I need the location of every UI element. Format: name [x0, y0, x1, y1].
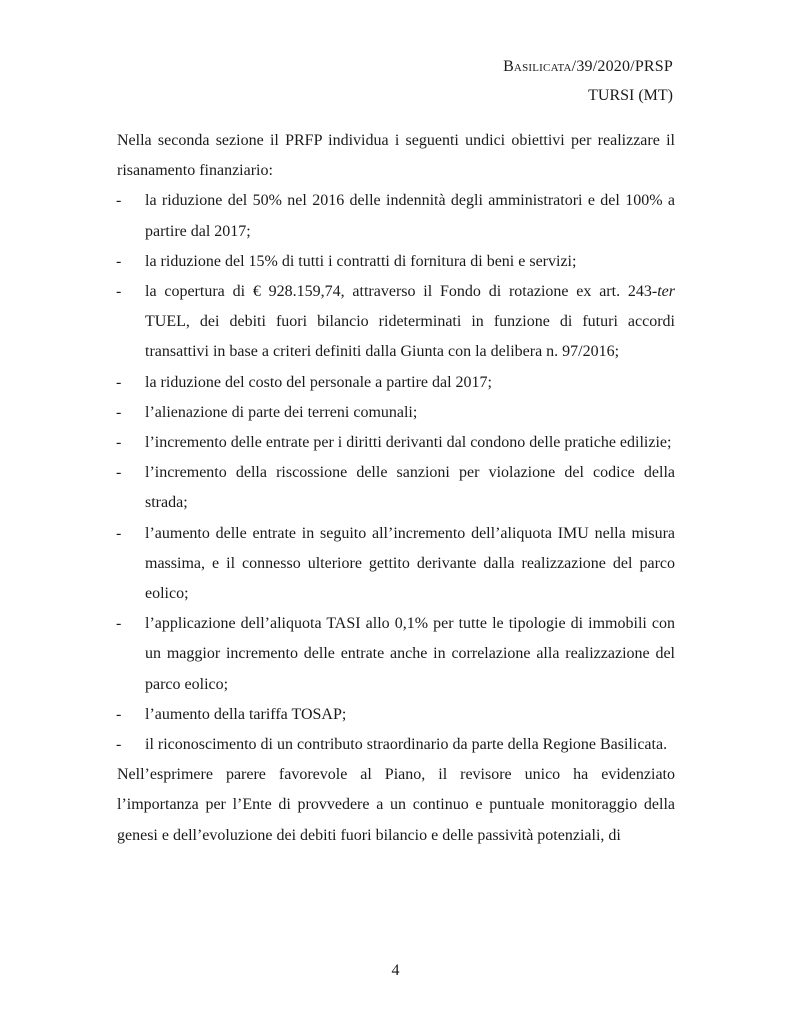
document-reference: Basilicata/39/2020/PRSP	[503, 58, 673, 75]
list-bullet: -	[116, 615, 122, 633]
list-item	[117, 398, 675, 428]
list-item-text: l’applicazione dell’aliquota TASI allo 0,1% per tutte le tipologie di immobili con un maggior incremento delle entrate anche in correlazione alla realizzazione del parco eolico;	[145, 615, 675, 693]
list-bullet: -	[116, 524, 122, 542]
intro-paragraph: Nella seconda sezione il PRFP individua i seguenti undici obiettivi per realizzare il risanamento finanziario:	[117, 132, 675, 180]
page-header	[503, 52, 673, 110]
list-item-text: l’incremento delle entrate per i diritti derivanti dal condono delle pratiche edilizie;	[145, 434, 672, 452]
list-item-text: la riduzione del 15% di tutti i contratti di fornitura di beni e servizi;	[145, 252, 577, 270]
list-item	[117, 730, 675, 760]
list-item-text: la riduzione del costo del personale a partire dal 2017;	[145, 373, 492, 391]
objectives-list	[117, 186, 675, 760]
list-bullet: -	[116, 736, 122, 754]
list-item-text: l’alienazione di parte dei terreni comunali;	[145, 403, 418, 421]
list-bullet: -	[116, 252, 122, 270]
list-bullet: -	[116, 705, 122, 723]
list-item	[117, 458, 675, 518]
list-bullet: -	[116, 192, 122, 210]
list-item-text: la copertura di € 928.159,74, attraverso il Fondo di rotazione ex art. 243-	[145, 283, 658, 301]
page-number: 4	[391, 962, 400, 979]
list-item	[117, 519, 675, 610]
list-item	[117, 186, 675, 246]
list-item	[117, 277, 675, 368]
list-item-text: l’aumento delle entrate in seguito all’incremento dell’aliquota IMU nella misura massima, e il connesso ulteriore gettito derivante dalla realizzazione del parco eolico;	[145, 524, 675, 603]
list-item-text: l’aumento della tariffa TOSAP;	[145, 705, 347, 723]
list-item-text: il riconoscimento di un contributo straordinario da parte della Regione Basilicata.	[145, 736, 668, 754]
list-item-text: TUEL, dei debiti fuori bilancio rideterminati in funzione di futuri accordi transattivi in base a criteri definiti dalla Giunta con la delibera n. 97/2016;	[145, 313, 675, 361]
list-item	[117, 609, 675, 700]
municipality-label: TURSI (MT)	[588, 87, 673, 104]
list-bullet: -	[116, 464, 122, 482]
list-bullet: -	[116, 403, 122, 421]
list-bullet: -	[116, 434, 122, 452]
list-item-text: la riduzione del 50% nel 2016 delle indennità degli amministratori e del 100% a partire dal 2017;	[145, 192, 675, 240]
list-item	[117, 428, 675, 458]
list-item	[117, 700, 675, 730]
list-bullet: -	[116, 283, 122, 301]
document-body	[117, 126, 675, 851]
closing-paragraph: Nell’esprimere parere favorevole al Piano, il revisore unico ha evidenziato l’importanza per l’Ente di provvedere a un continuo e puntuale monitoraggio della genesi e dell’evoluzione dei debiti fuori bilancio e delle passività potenziali, di	[117, 766, 675, 844]
list-bullet: -	[116, 373, 122, 391]
list-item	[117, 247, 675, 277]
list-item-text: l’incremento della riscossione delle sanzioni per violazione del codice della strada;	[145, 464, 675, 512]
list-item	[117, 368, 675, 398]
list-item-italic-text: ter	[657, 283, 675, 301]
